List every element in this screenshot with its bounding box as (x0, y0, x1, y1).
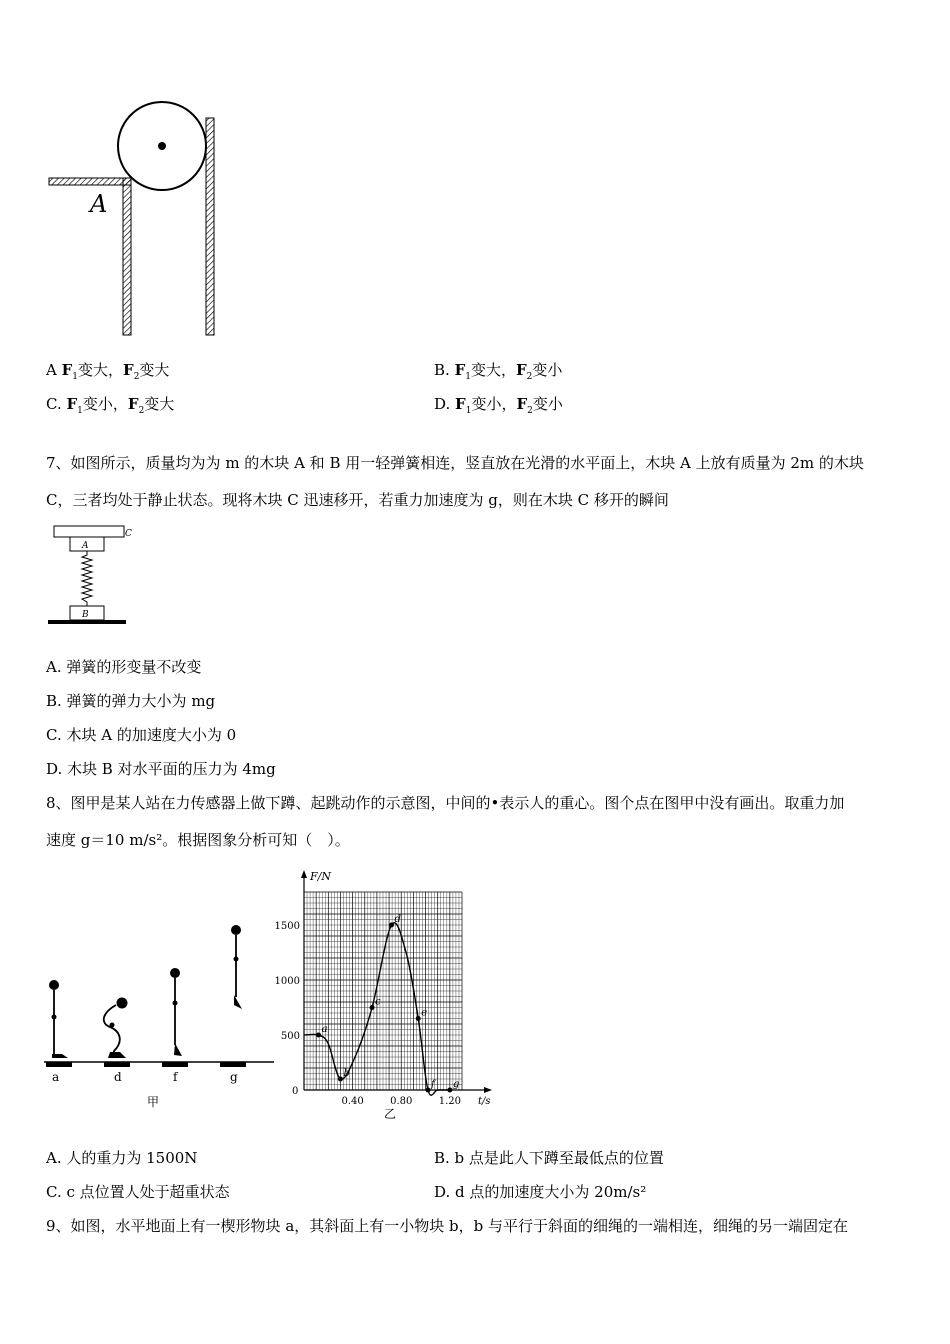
q7-stem-line1: 7、如图所示，质量均为为 m 的木块 A 和 B 用一轻弹簧相连，竖直放在光滑的水平面上，木块 A 上放有质量为 2m 的木块 (46, 454, 864, 472)
point-label-e: e (421, 1007, 428, 1019)
q6-option-B: B. $F_1$变大，$F_2$变小 (434, 361, 563, 382)
caption-jia: 甲 (147, 1095, 160, 1109)
label-A: A (90, 190, 108, 218)
q7-figure (44, 522, 144, 630)
ground (48, 620, 126, 624)
q8-option-C: C. c 点位置人处于超重状态 (46, 1183, 230, 1201)
point-label-f: f (430, 1079, 435, 1090)
label-A: A (82, 541, 89, 551)
point-e (416, 1016, 421, 1021)
point-c (370, 1005, 375, 1010)
label-a: a (52, 1070, 60, 1084)
x-axis-label: t/s (478, 1096, 491, 1107)
q8-option-B: B. b 点是此人下蹲至最低点的位置 (434, 1149, 664, 1167)
y-tick-label: 1500 (274, 921, 300, 932)
point-label-a: a (321, 1024, 328, 1035)
q8-option-A: A. 人的重力为 1500N (46, 1149, 198, 1167)
q7-option-B: B. 弹簧的弹力大小为 mg (46, 692, 216, 710)
q8-chart-yi (272, 862, 504, 1124)
y-tick-label: 1000 (274, 976, 300, 987)
point-a (316, 1033, 321, 1038)
q6-figure (40, 100, 240, 345)
chart-grid (304, 892, 462, 1090)
spring (82, 551, 92, 606)
x-tick-label: 0.40 (341, 1096, 364, 1107)
label-f: f (173, 1070, 178, 1084)
q7-stem-line2: C，三者均处于静止状态。现将木块 C 迅速移开，若重力加速度为 g，则在木块 C 移开的瞬间 (46, 491, 669, 509)
right-wall (206, 118, 214, 335)
label-g: g (230, 1070, 238, 1084)
q6-option-C: C. $F_1$变小，$F_2$变大 (46, 395, 175, 416)
y-axis-arrow (301, 870, 307, 878)
q8-stem-line2: 速度 g＝10 m/s²。根据图象分析可知（ ）。 (46, 831, 350, 849)
point-g (447, 1088, 452, 1093)
q6-option-A: A $F_1$变大，$F_2$变大 (46, 361, 170, 382)
q9-stem-line1: 9、如图，水平地面上有一楔形物块 a，其斜面上有一小物块 b，b 与平行于斜面的细绳的一端相连，细绳的另一端固定在 (46, 1217, 848, 1235)
left-wall (123, 178, 131, 335)
point-label-c: c (375, 996, 381, 1008)
point-label-g: g (452, 1079, 460, 1090)
point-d (389, 923, 394, 928)
q8-figure-jia (44, 915, 276, 1115)
q8-stem-line1: 8、图甲是某人站在力传感器上做下蹲、起跳动作的示意图，中间的•表示人的重心。图个点在图甲中没有画出。取重力加 (46, 794, 845, 812)
q7-option-C: C. 木块 A 的加速度大小为 0 (46, 726, 237, 744)
q8-option-D: D. d 点的加速度大小为 20m/s² (434, 1183, 647, 1201)
y-tick-label: 500 (280, 1031, 300, 1042)
block-C (54, 526, 124, 537)
caption-yi: 乙 (384, 1107, 397, 1121)
label-B: B (82, 610, 89, 620)
point-f (425, 1088, 430, 1093)
x-tick-label: 0.80 (390, 1096, 413, 1107)
x-axis-arrow (484, 1087, 492, 1093)
point-b (338, 1077, 343, 1082)
ledge (49, 178, 131, 185)
q7-option-D: D. 木块 B 对水平面的压力为 4mg (46, 760, 276, 778)
label-C: C (125, 529, 132, 539)
q7-option-A: A. 弹簧的形变量不改变 (46, 658, 202, 676)
point-label-b: b (343, 1068, 350, 1079)
origin-label: 0 (292, 1086, 299, 1097)
y-axis-label: F/N (310, 870, 331, 883)
point-label-d: d (394, 914, 401, 925)
q6-option-D: D. $F_1$变小，$F_2$变小 (434, 395, 563, 416)
pulley-center (158, 142, 166, 150)
label-d: d (114, 1070, 122, 1084)
x-tick-label: 1.20 (438, 1096, 461, 1107)
